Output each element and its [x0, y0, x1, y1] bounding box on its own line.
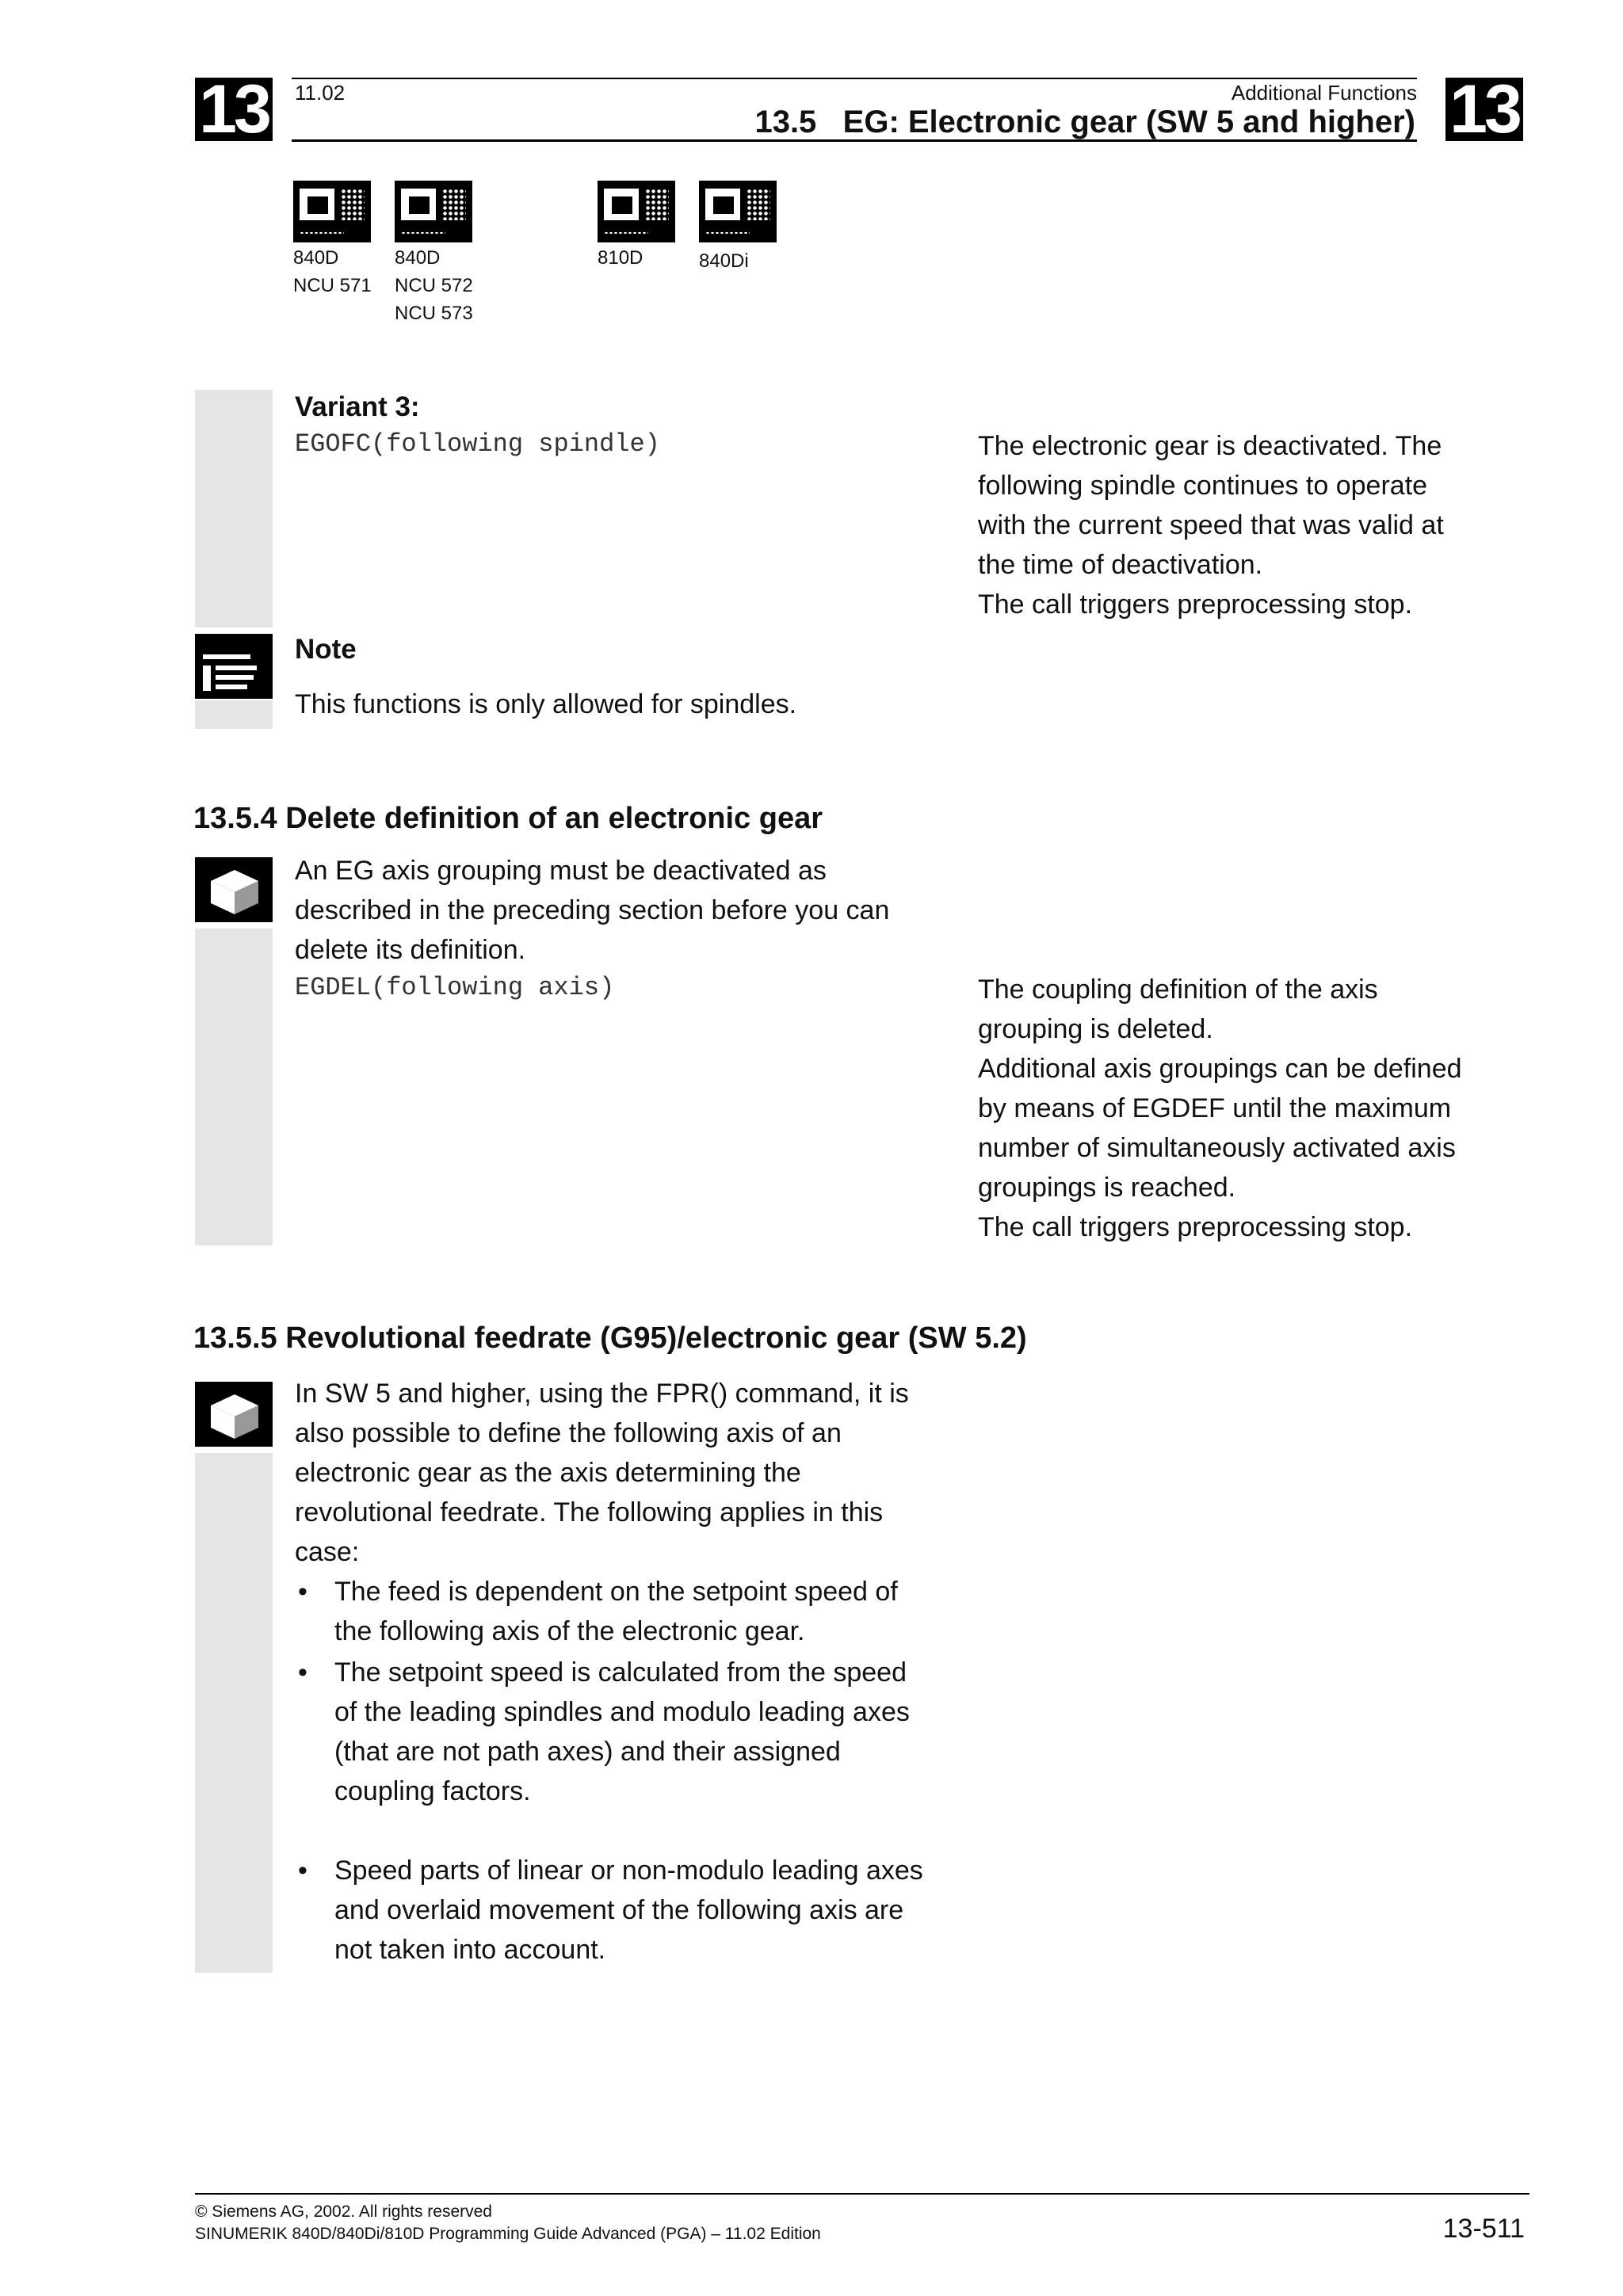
header-date: 11.02	[295, 81, 346, 105]
list-item: • The feed is dependent on the setpoint speed of the following axis of the electronic gear.	[295, 1572, 945, 1651]
section-1354-intro: An EG axis grouping must be deactivated as described in the preceding section before you can delete its definition.	[295, 856, 890, 965]
controller-label-1: 840D NCU 571	[293, 247, 372, 296]
controller-label-3: 810D	[598, 247, 643, 269]
header-chapter-title: Additional Functions	[1231, 81, 1417, 105]
footer-rule	[195, 2193, 1529, 2195]
controller-810d-icon	[598, 181, 675, 242]
margin-bar	[195, 929, 273, 1245]
variant3-code: EGOFC(following spindle)	[295, 429, 660, 459]
note-hand-icon	[195, 634, 273, 699]
cube-icon	[195, 1382, 273, 1447]
footer-guide-title: SINUMERIK 840D/840Di/810D Programming Guide Advanced (PGA) – 11.02 Edition	[195, 2225, 821, 2243]
header-rule-bottom	[292, 139, 1417, 142]
bullet-list	[295, 1572, 945, 1970]
section-1354-description: The coupling definition of the axis grouping is deleted. Additional axis groupings can be defined by means of EGDEF until the maximum number of simultaneously activated axis groupings is reached. The call triggers preprocessing stop.	[978, 974, 1462, 1242]
list-item: • Speed parts of linear or non-modulo leading axes and overlaid movement of the following axis are not taken into account.	[295, 1851, 945, 1970]
section-1354-code: EGDEL(following axis)	[295, 973, 615, 1002]
section-1355-heading: 13.5.5 Revolutional feedrate (G95)/electronic gear (SW 5.2)	[193, 1322, 1027, 1355]
section-title: 13.5 EG: Electronic gear (SW 5 and higher)	[754, 105, 1415, 139]
chapter-tab-left: 13	[195, 78, 273, 141]
note-text: This functions is only allowed for spindles.	[295, 689, 797, 719]
cube-icon	[195, 857, 273, 922]
variant3-label: Variant 3:	[295, 391, 420, 422]
controller-label-2: 840D NCU 572 NCU 573	[395, 247, 473, 324]
controller-840d-ncu571-icon	[293, 181, 371, 242]
controller-840di-icon	[699, 181, 777, 242]
page-number: 13-511	[1442, 2214, 1525, 2244]
margin-bar	[195, 1453, 273, 1973]
margin-bar	[195, 700, 273, 729]
variant3-description: The electronic gear is deactivated. The following spindle continues to operate with the current speed that was valid at the time of deactivation. The call triggers preprocessing stop.	[978, 431, 1444, 620]
header-rule-top	[292, 78, 1417, 79]
chapter-tab-right: 13	[1445, 78, 1523, 141]
note-label: Note	[295, 634, 357, 665]
controller-label-4: 840Di	[699, 250, 749, 272]
footer-copyright: © Siemens AG, 2002. All rights reserved	[195, 2203, 492, 2221]
list-item: • The setpoint speed is calculated from the speed of the leading spindles and modulo leading axes (that are not path axes) and their assigned coupling factors.	[295, 1653, 945, 1811]
section-1354-heading: 13.5.4 Delete definition of an electronic gear	[193, 802, 823, 835]
section-1355-body: In SW 5 and higher, using the FPR() command, it is also possible to define the following axis of an electronic gear as the axis determining the revolutional feedrate. The following applies in this case: • The feed is dependent on the setpoint speed of the following axis of the electronic gear. • The setpoint speed is calculated from the speed of the leading spindles and modulo leading axes (that are not path axes) and their assigned coupling factors. • Speed parts of linear or non-modulo leading axes and overlaid movement of the following axis are not taken into account.	[295, 1374, 945, 1970]
controller-840d-ncu572-icon	[395, 181, 472, 242]
margin-bar	[195, 390, 273, 627]
